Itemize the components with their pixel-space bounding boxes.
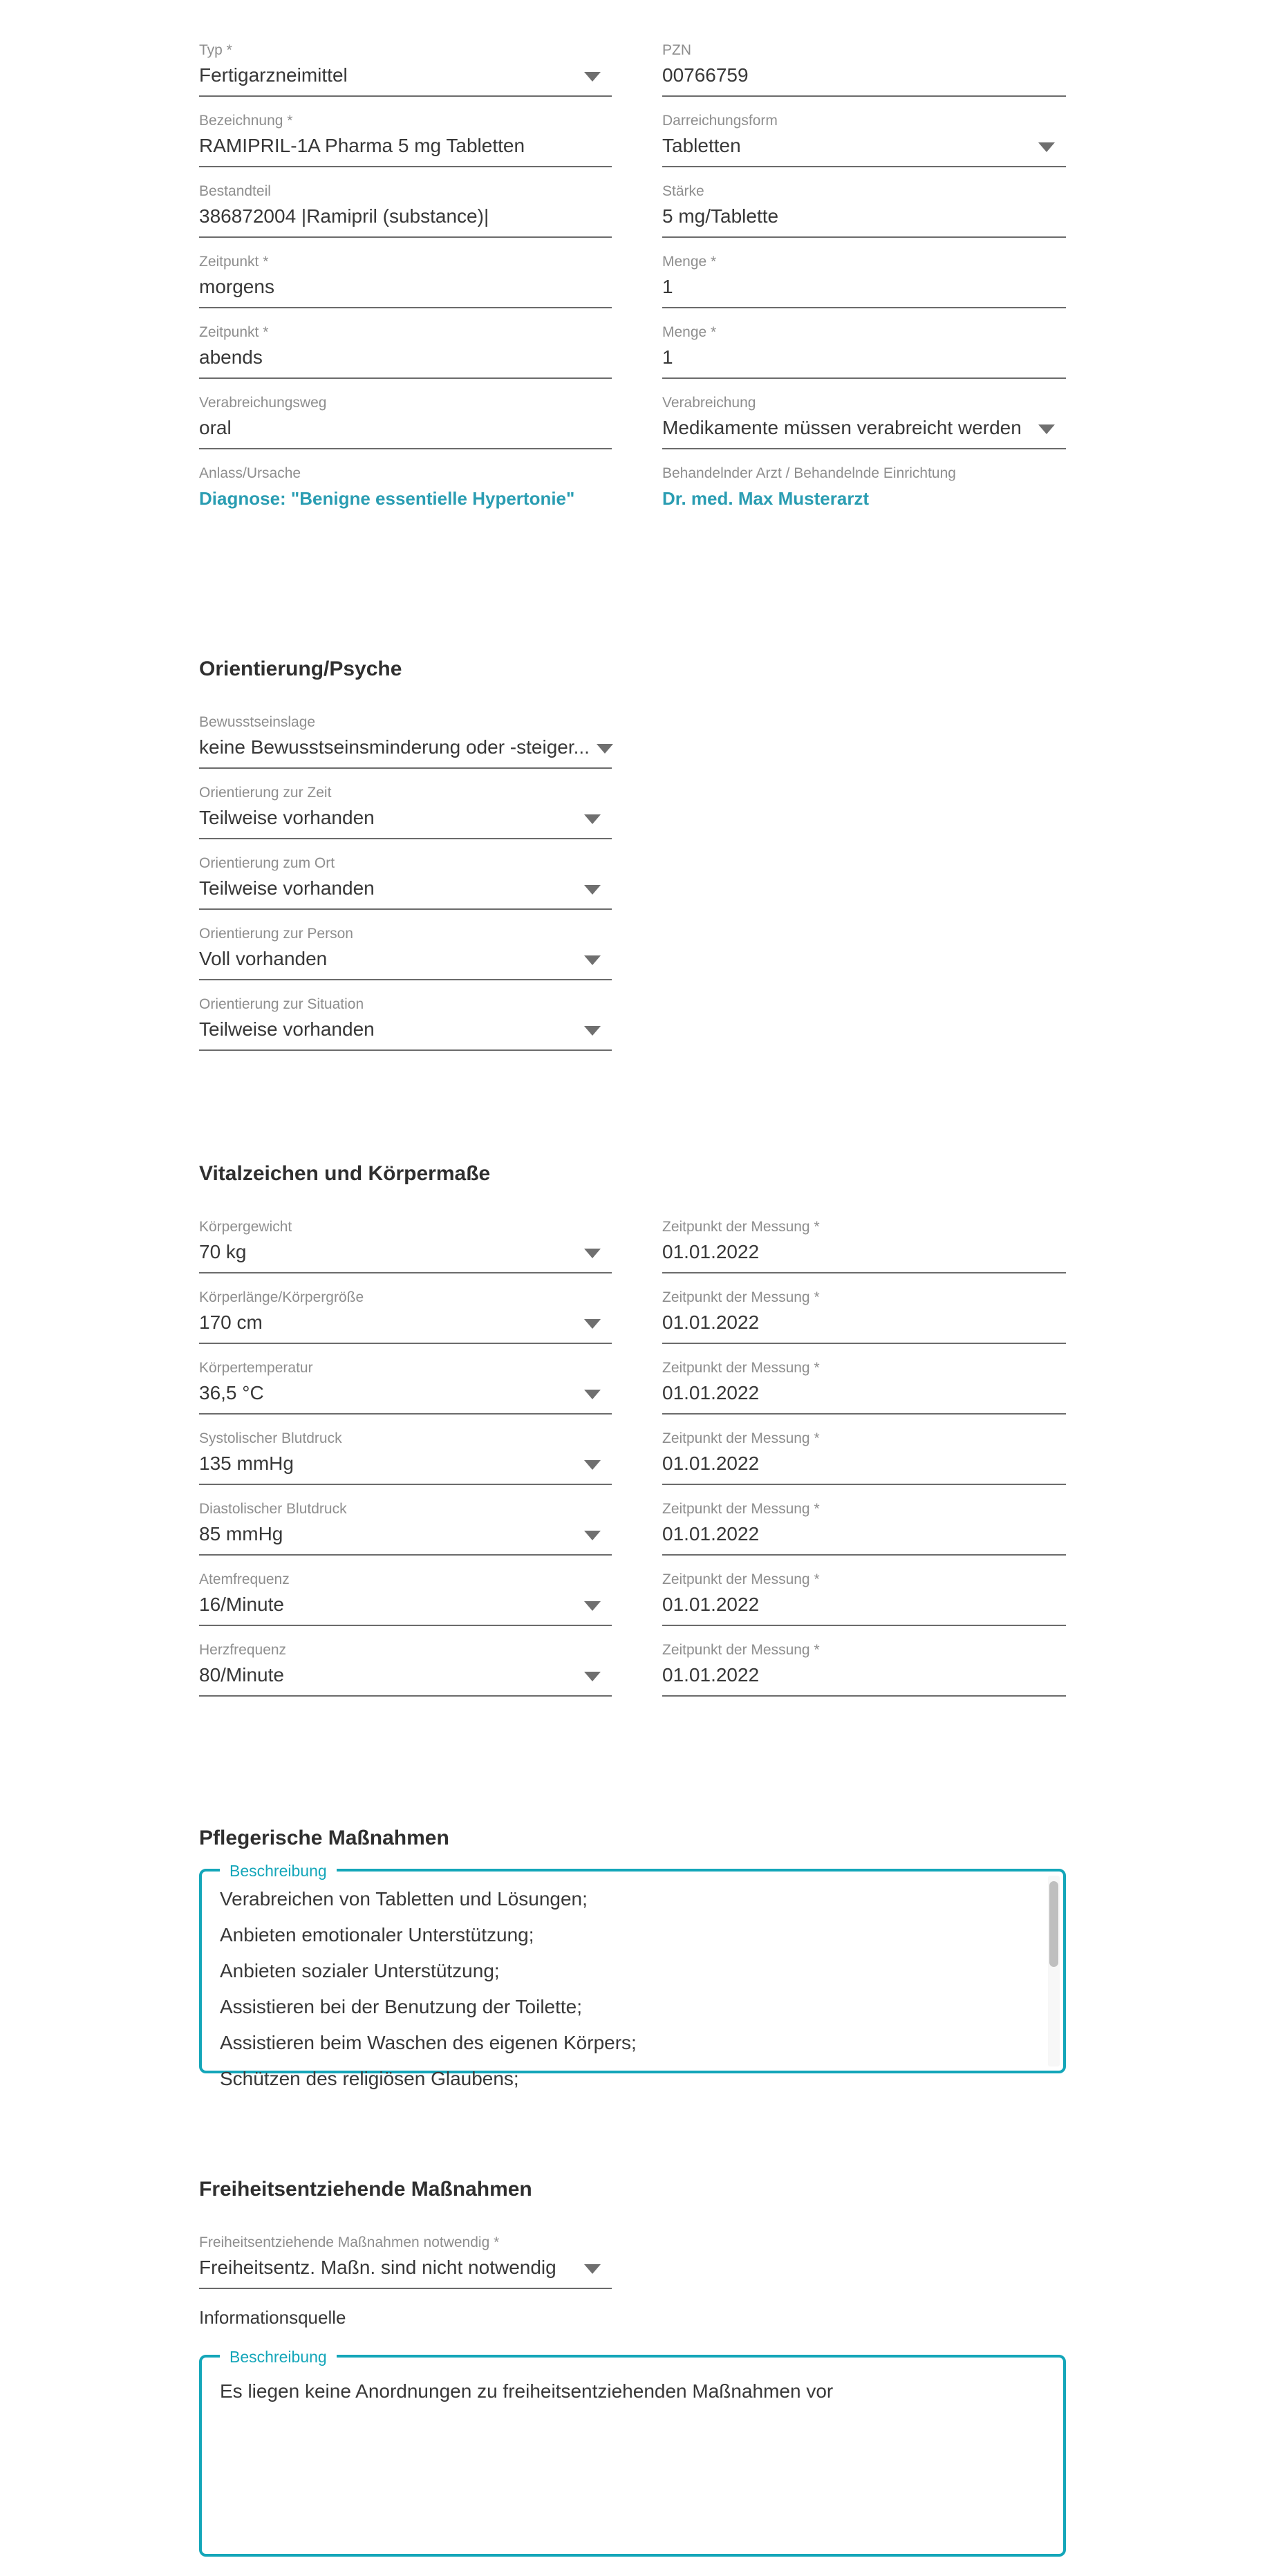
field-label: Zeitpunkt der Messung *: [662, 1642, 820, 1658]
field-value: 1: [662, 346, 673, 368]
field-underline: [199, 1049, 612, 1051]
textarea-line: Schützen des religiösen Glaubens;: [220, 2068, 519, 2089]
chevron-down-icon[interactable]: [584, 2264, 601, 2274]
field-label: Menge *: [662, 254, 717, 270]
field-value: 16/Minute: [199, 1594, 284, 1615]
field-messzeitpunkt[interactable]: [662, 1359, 1066, 1415]
chevron-down-icon[interactable]: [584, 1319, 601, 1329]
field-messzeitpunkt[interactable]: [662, 1641, 1066, 1697]
chevron-down-icon[interactable]: [584, 1249, 601, 1258]
field-value: 170 cm: [199, 1312, 263, 1333]
section-title-pflege: Pflegerische Maßnahmen: [199, 1827, 449, 1849]
field-underline: [199, 2288, 612, 2289]
field-label: Zeitpunkt *: [199, 254, 269, 270]
field-label: Zeitpunkt *: [199, 324, 269, 340]
pflege-beschreibung-textarea[interactable]: [199, 1862, 1066, 2089]
field-label: Körperlänge/Körpergröße: [199, 1289, 364, 1305]
field-value: abends: [199, 346, 263, 368]
field-koerperlaenge[interactable]: [199, 1289, 612, 1344]
field-label: Orientierung zur Zeit: [199, 785, 332, 801]
form-page: [199, 0, 1066, 2557]
field-label: Freiheitsentziehende Maßnahmen notwendig *: [199, 2234, 500, 2250]
field-messzeitpunkt[interactable]: [662, 1289, 1066, 1344]
field-value: 01.01.2022: [662, 1594, 760, 1615]
chevron-down-icon[interactable]: [584, 1026, 601, 1036]
field-systolischer-blutdruck[interactable]: [199, 1430, 612, 1485]
field-value: 01.01.2022: [662, 1312, 760, 1333]
field-value: Tabletten: [662, 135, 741, 156]
chevron-down-icon[interactable]: [584, 72, 601, 82]
field-underline: [662, 1413, 1066, 1415]
textarea-legend: Beschreibung: [220, 2346, 337, 2367]
medication-section: [199, 41, 1066, 525]
field-label: Diastolischer Blutdruck: [199, 1501, 347, 1517]
field-orientierung-ort[interactable]: [199, 855, 612, 910]
field-underline: [662, 1554, 1066, 1556]
field-value: 01.01.2022: [662, 1523, 760, 1544]
field-value: keine Bewusstseinsminderung oder -steiger...: [199, 736, 590, 758]
field-label: Orientierung zum Ort: [199, 855, 335, 871]
chevron-down-icon[interactable]: [1038, 142, 1055, 152]
field-underline: [662, 236, 1066, 238]
field-value: Fertigarzneimittel: [199, 64, 348, 86]
freiheit-beschreibung-textarea[interactable]: [199, 2348, 1066, 2557]
field-value: 80/Minute: [199, 1664, 284, 1686]
scrollbar-thumb[interactable]: [1049, 1881, 1058, 1967]
field-messzeitpunkt[interactable]: [662, 1500, 1066, 1556]
field-anlass-ursache: [199, 465, 612, 510]
field-underline: [662, 1695, 1066, 1697]
field-label: Orientierung zur Situation: [199, 996, 364, 1012]
chevron-down-icon[interactable]: [584, 1390, 601, 1399]
field-value: 85 mmHg: [199, 1523, 283, 1544]
field-freiheitsentziehend-notwendig[interactable]: [199, 2234, 612, 2289]
field-underline: [199, 448, 612, 449]
field-underline: [662, 166, 1066, 167]
field-orientierung-situation[interactable]: [199, 996, 612, 1051]
field-value: Teilweise vorhanden: [199, 1018, 375, 1040]
field-underline: [662, 448, 1066, 449]
field-value: 01.01.2022: [662, 1664, 760, 1686]
field-label: Zeitpunkt der Messung *: [662, 1501, 820, 1517]
section-title-orientierung: Orientierung/Psyche: [199, 657, 402, 680]
chevron-down-icon[interactable]: [584, 1460, 601, 1470]
anlass-diagnose-link[interactable]: Diagnose: "Benigne essentielle Hypertonie": [199, 488, 575, 509]
field-menge-2[interactable]: [662, 324, 1066, 379]
field-messzeitpunkt[interactable]: [662, 1430, 1066, 1485]
field-pzn[interactable]: [662, 41, 1066, 97]
field-label: Zeitpunkt der Messung *: [662, 1219, 820, 1235]
field-bestandteil[interactable]: [199, 183, 612, 238]
chevron-down-icon[interactable]: [584, 1672, 601, 1681]
field-verabreichungsweg[interactable]: [199, 394, 612, 449]
field-value: RAMIPRIL-1A Pharma 5 mg Tabletten: [199, 135, 525, 156]
field-value: Freiheitsentz. Maßn. sind nicht notwendig: [199, 2257, 556, 2278]
orientierung-section: [199, 713, 612, 1051]
field-underline: [199, 1625, 612, 1626]
section-title-vitalzeichen: Vitalzeichen und Körpermaße: [199, 1162, 491, 1185]
field-underline: [662, 1272, 1066, 1273]
field-value: 00766759: [662, 64, 749, 86]
field-value: 70 kg: [199, 1241, 247, 1262]
field-diastolischer-blutdruck[interactable]: [199, 1500, 612, 1556]
field-label: Zeitpunkt der Messung *: [662, 1430, 820, 1446]
field-label: Verabreichungsweg: [199, 395, 327, 411]
field-label: Körpertemperatur: [199, 1360, 313, 1376]
field-underline: [662, 1484, 1066, 1485]
field-value: 01.01.2022: [662, 1382, 760, 1403]
field-value: 01.01.2022: [662, 1453, 760, 1474]
field-value: 386872004 |Ramipril (substance)|: [199, 205, 489, 227]
chevron-down-icon[interactable]: [584, 1601, 601, 1611]
field-label: Körpergewicht: [199, 1219, 292, 1235]
field-underline: [199, 166, 612, 167]
chevron-down-icon[interactable]: [584, 955, 601, 965]
field-label: Bestandteil: [199, 183, 271, 199]
textarea-legend: Beschreibung: [220, 1860, 337, 1881]
field-underline: [199, 1695, 612, 1697]
textarea-line: Es liegen keine Anordnungen zu freiheitsentziehenden Maßnahmen vor: [220, 2380, 834, 2402]
field-value: Teilweise vorhanden: [199, 877, 375, 899]
field-value: 01.01.2022: [662, 1241, 760, 1262]
field-label: PZN: [662, 42, 691, 58]
textarea-line: Verabreichen von Tabletten und Lösungen;: [220, 1888, 588, 1910]
field-label: Menge *: [662, 324, 717, 340]
field-herzfrequenz[interactable]: [199, 1641, 612, 1697]
field-underline: [199, 1343, 612, 1344]
field-label: Typ *: [199, 42, 232, 58]
field-zeitpunkt-1[interactable]: [199, 253, 612, 308]
field-label: Zeitpunkt der Messung *: [662, 1360, 820, 1376]
field-behandelnder-arzt: [662, 465, 1066, 510]
field-value: 1: [662, 276, 673, 297]
chevron-down-icon[interactable]: [584, 885, 601, 895]
field-underline: [199, 1484, 612, 1485]
field-underline: [199, 1554, 612, 1556]
field-label: Darreichungsform: [662, 113, 778, 129]
field-underline: [199, 838, 612, 839]
field-messzeitpunkt[interactable]: [662, 1218, 1066, 1273]
field-underline: [199, 236, 612, 238]
field-underline: [662, 377, 1066, 379]
field-value: Teilweise vorhanden: [199, 807, 375, 828]
chevron-down-icon[interactable]: [597, 744, 613, 754]
field-value: 36,5 °C: [199, 1382, 264, 1403]
field-koerpergewicht[interactable]: [199, 1218, 612, 1273]
textarea-line: Anbieten sozialer Unterstützung;: [220, 1960, 500, 1981]
field-label: Herzfrequenz: [199, 1642, 287, 1658]
field-label: Behandelnder Arzt / Behandelnde Einrichtung: [662, 465, 956, 481]
field-underline: [199, 979, 612, 980]
section-title-freiheit: Freiheitsentziehende Maßnahmen: [199, 2178, 532, 2201]
field-menge-1[interactable]: [662, 253, 1066, 308]
field-value: oral: [199, 417, 232, 438]
field-underline: [662, 307, 1066, 308]
informationsquelle-label: Informationsquelle: [199, 2307, 346, 2328]
field-zeitpunkt-2[interactable]: [199, 324, 612, 379]
field-underline: [199, 767, 612, 769]
field-label: Systolischer Blutdruck: [199, 1430, 342, 1446]
field-label: Zeitpunkt der Messung *: [662, 1289, 820, 1305]
field-underline: [662, 95, 1066, 97]
field-underline: [199, 908, 612, 910]
field-underline: [199, 307, 612, 308]
field-staerke[interactable]: [662, 183, 1066, 238]
field-orientierung-zeit[interactable]: [199, 784, 612, 839]
field-value: Medikamente müssen verabreicht werden: [662, 417, 1022, 438]
chevron-down-icon[interactable]: [584, 1531, 601, 1540]
field-typ[interactable]: [199, 41, 612, 97]
field-value: Voll vorhanden: [199, 948, 328, 969]
field-label: Bezeichnung *: [199, 113, 293, 129]
field-underline: [199, 1272, 612, 1273]
field-label: Zeitpunkt der Messung *: [662, 1571, 820, 1587]
field-value: 5 mg/Tablette: [662, 205, 779, 227]
field-value: 135 mmHg: [199, 1453, 294, 1474]
vertical-scrollbar[interactable]: [1048, 1876, 1060, 2066]
textarea-line: Assistieren beim Waschen des eigenen Körpers;: [220, 2032, 637, 2053]
field-underline: [199, 377, 612, 379]
field-bewusstseinslage[interactable]: [199, 713, 612, 769]
field-bezeichnung[interactable]: [199, 112, 612, 167]
textarea-line: Anbieten emotionaler Unterstützung;: [220, 1924, 534, 1945]
chevron-down-icon[interactable]: [584, 814, 601, 824]
field-orientierung-person[interactable]: [199, 925, 612, 980]
field-value: morgens: [199, 276, 274, 297]
field-messzeitpunkt[interactable]: [662, 1571, 1066, 1626]
field-atemfrequenz[interactable]: [199, 1571, 612, 1626]
field-label: Verabreichung: [662, 395, 756, 411]
field-label: Stärke: [662, 183, 704, 199]
field-label: Anlass/Ursache: [199, 465, 301, 481]
chevron-down-icon[interactable]: [1038, 424, 1055, 434]
field-koerpertemperatur[interactable]: [199, 1359, 612, 1415]
field-underline: [199, 1413, 612, 1415]
field-underline: [199, 95, 612, 97]
field-darreichungsform[interactable]: [662, 112, 1066, 167]
field-verabreichung[interactable]: [662, 394, 1066, 449]
vitalzeichen-section: [199, 1218, 1066, 1712]
textarea-line: Assistieren bei der Benutzung der Toilette;: [220, 1996, 583, 2017]
field-label: Bewusstseinslage: [199, 714, 316, 730]
field-label: Atemfrequenz: [199, 1571, 290, 1587]
arzt-link[interactable]: Dr. med. Max Musterarzt: [662, 488, 870, 509]
field-underline: [662, 1625, 1066, 1626]
field-underline: [662, 1343, 1066, 1344]
field-label: Orientierung zur Person: [199, 926, 353, 942]
